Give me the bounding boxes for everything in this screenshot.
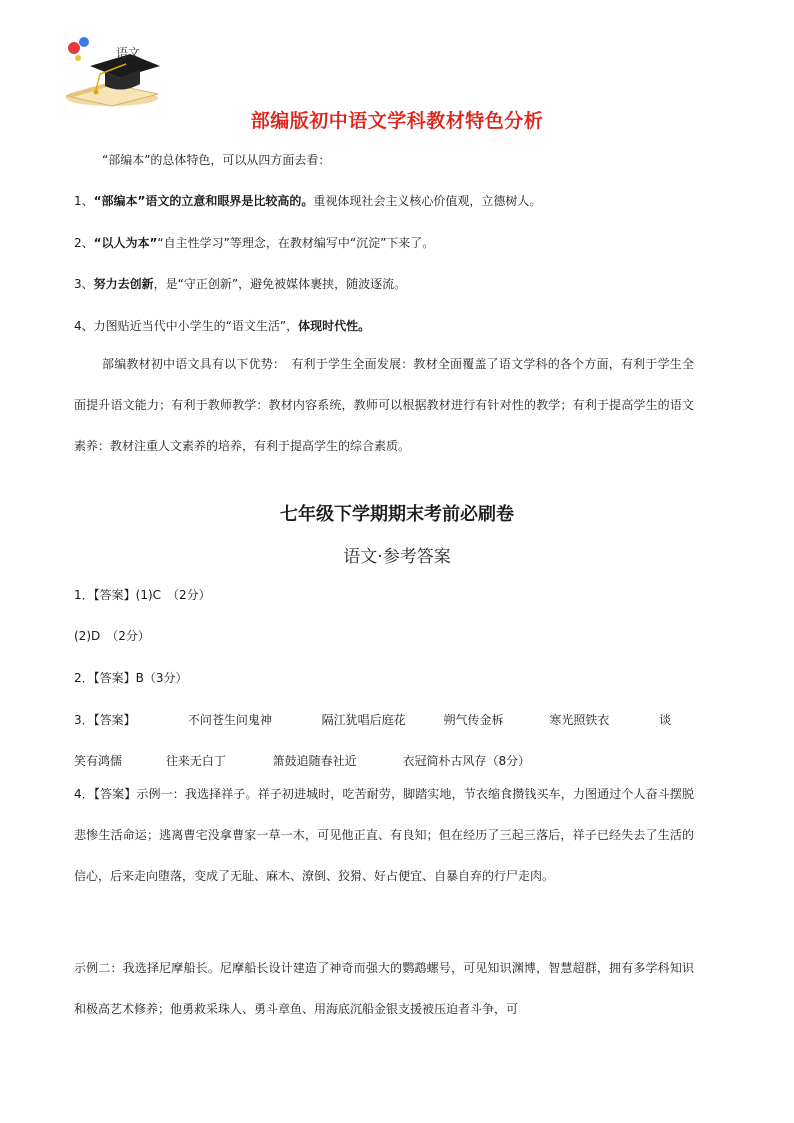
point-text: 重视体现社会主义核心价值观，立德树人。	[313, 194, 542, 208]
answer-4-example-2: 示例二：我选择尼摩船长。尼摩船长设计建造了神奇而强大的鹦鹉螺号，可见知识渊博，智慧超群，拥有多学科知识和极高艺术修养；他勇救采珠人、勇斗章鱼、用海底沉船金银支援被压迫者斗争，可	[74, 961, 694, 1016]
point-number: 1、	[74, 194, 94, 208]
answer-3-item: 寒光照铁衣	[549, 713, 610, 727]
answer-3-line-2	[74, 753, 734, 769]
point-number: 2、	[74, 236, 94, 250]
point-3	[74, 276, 734, 292]
answer-2: 2．【答案】B（3分）	[74, 671, 188, 685]
answer-3-item: 笑有鸿儒	[74, 754, 123, 768]
point-text: 力图贴近当代中小学生的“语文生活”，	[93, 319, 299, 333]
answer-3-label: 3．【答案】	[74, 713, 136, 727]
point-1	[74, 193, 734, 209]
point-text: “自主性学习”等理念，在教材编写中“沉淀”下来了。	[157, 236, 435, 250]
answer-3-item: 朔气传金柝	[443, 713, 504, 727]
point-number: 4、	[74, 319, 94, 333]
answer-3-item: 箫鼓追随春社近	[272, 754, 357, 768]
logo-label: 语文	[116, 46, 141, 60]
point-bold: 努力去创新	[93, 277, 154, 291]
point-bold: “部编本”语文的立意和眼界是比较高的。	[93, 194, 314, 208]
intro-text: “部编本”的总体特色，可以从四方面去看：	[102, 153, 331, 167]
point-text: ，是“守正创新”，避免被媒体裹挟，随波逐流。	[153, 277, 407, 291]
exam-title: 七年级下学期期末考前必刷卷	[280, 504, 514, 525]
answer-3-item: 往来无白丁	[165, 754, 226, 768]
answer-3-line-1	[74, 712, 734, 728]
point-2	[74, 235, 734, 251]
answer-1-part-1: 1．【答案】(1)C （2分）	[74, 588, 211, 602]
document-title: 部编版初中语文学科教材特色分析	[250, 110, 544, 132]
advantages-paragraph: 部编教材初中语文具有以下优势： 有利于学生全面发展：教材全面覆盖了语文学科的各个方面，有利于学生全面提升语文能力；有利于教师教学：教材内容系统，教师可以根据教材进行有针对性的教学；有利于提高学生的语文素养：教材注重人文素养的培养，有利于提高学生的综合素质。	[74, 357, 694, 453]
answer-3-item: 谈	[659, 713, 672, 727]
exam-subtitle: 语文·参考答案	[343, 547, 451, 567]
point-bold: 体现时代性。	[298, 319, 371, 333]
answer-3-item: 不问苍生问鬼神	[187, 713, 272, 727]
answer-1-part-2: (2)D （2分）	[74, 629, 150, 643]
answer-3-item: 衣冠简朴古风存（8分）	[402, 754, 531, 768]
graduation-cap-book-logo	[60, 36, 164, 110]
point-bold: “以人为本”	[93, 236, 158, 250]
point-4	[74, 318, 734, 334]
answer-4-example-1: 4．【答案】示例一：我选择祥子。祥子初进城时，吃苦耐劳，脚踏实地，节衣缩食攒钱买车，力图通过个人奋斗摆脱悲惨生活命运；逃离曹宅没拿曹家一草一木，可见他正直、有良知；但在经历了三起三落后，祥子已经失去了生活的信心，后来走向堕落，变成了无耻、麻木、潦倒、狡猾、好占便宜、自暴自弃的行尸走肉。	[74, 787, 694, 883]
answer-3-item: 隔江犹唱后庭花	[321, 713, 406, 727]
point-number: 3、	[74, 277, 94, 291]
